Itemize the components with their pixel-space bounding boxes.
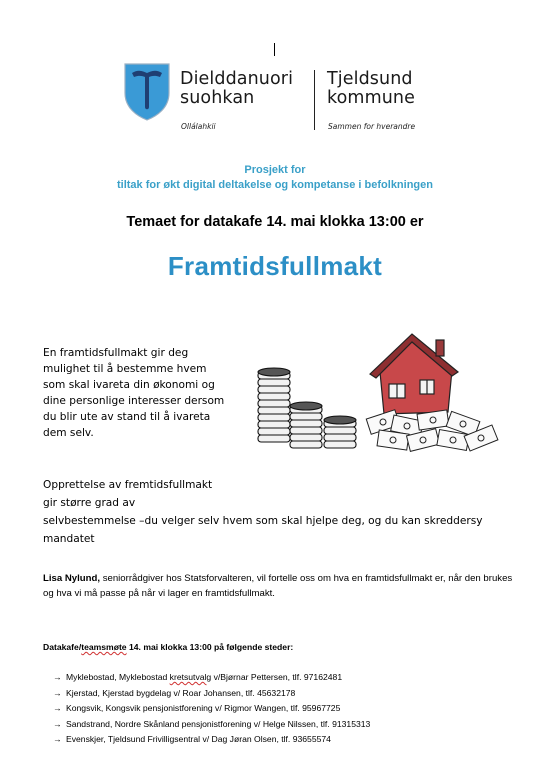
- speaker-name: Lisa Nylund,: [43, 573, 101, 584]
- location-text: v/Bjørnar Pettersen, tlf. 97162481: [211, 672, 343, 682]
- speaker-paragraph: [43, 571, 513, 601]
- arrow-right-icon: →: [53, 672, 62, 682]
- location-text: Kongsvik, Kongsvik pensjonistforening v/ Rigmor Wangen, tlf. 95967725: [66, 703, 341, 713]
- meeting-heading: [43, 642, 293, 652]
- logo-norwegian-name-line2: kommune: [327, 88, 415, 108]
- coins-and-house-illustration: [252, 332, 502, 452]
- project-description: tiltak for økt digital deltakelse og kompetanse i befolkningen: [116, 179, 433, 191]
- list-item: [53, 670, 370, 686]
- logo-sami-name: [180, 70, 293, 108]
- arrow-right-icon: →: [53, 703, 62, 713]
- location-text: Myklebostad, Myklebostad: [66, 672, 170, 682]
- intro-paragraph: [43, 345, 253, 441]
- logo-sami-name-line2: suohkan: [180, 88, 255, 108]
- meeting-heading-prefix: Datakafe/: [43, 642, 82, 652]
- list-item: [53, 686, 370, 702]
- banknotes-icon: [366, 410, 498, 452]
- opprettelse-line: mandatet: [43, 533, 95, 545]
- logo-norwegian-tagline: Sammen for hverandre: [328, 122, 416, 131]
- intro-line: du blir ute av stand til å ivareta: [43, 411, 211, 423]
- arrow-right-icon: →: [53, 718, 62, 729]
- opprettelse-line: selvbestemmelse –du velger selv hvem som skal hjelpe deg, og du kan skreddersy: [43, 515, 483, 527]
- arrow-right-icon: →: [53, 734, 62, 744]
- list-item: [53, 732, 370, 748]
- logo-sami-tagline: Ollálahkii: [181, 122, 216, 131]
- opprettelse-line: gir større grad av: [43, 497, 136, 509]
- intro-line: En framtidsfullmakt gir deg: [43, 347, 189, 359]
- logo-norwegian-name-line1: Tjeldsund: [327, 69, 413, 89]
- project-heading: Prosjekt for: [244, 164, 306, 176]
- text-cursor: [274, 43, 275, 56]
- meeting-heading-underlined: teamsmøte: [81, 642, 127, 652]
- theme-line: Temaet for datakafe 14. mai klokka 13:00 er: [126, 214, 424, 230]
- speaker-description: seniorrådgiver hos Statsforvalteren, vil fortelle oss om hva en framtidsfullmakt er, når den brukes og hva vi må passe på når vi lager en framtidsfullmakt.: [43, 573, 513, 599]
- list-item: [53, 701, 370, 717]
- opprettelse-paragraph: [43, 476, 513, 548]
- logo-norwegian-name: [327, 70, 415, 108]
- coin-stacks-icon: [258, 368, 356, 448]
- intro-line: dine personlige interesser dersom: [43, 395, 225, 407]
- location-text-spellcheck: kretsutvalg: [169, 672, 212, 682]
- logo-divider: [314, 70, 315, 130]
- location-list: [53, 670, 370, 748]
- intro-line: dem selv.: [43, 427, 94, 439]
- list-item: [53, 717, 370, 733]
- location-text: Sandstrand, Nordre Skånland pensjonistforening v/ Helge Nilssen, tlf. 91315313: [66, 718, 371, 729]
- opprettelse-line: Opprettelse av fremtidsfullmakt: [43, 479, 213, 491]
- arrow-right-icon: →: [53, 687, 62, 698]
- intro-line: mulighet til å bestemme hvem: [43, 363, 207, 375]
- house-icon: [370, 334, 458, 414]
- main-title: Framtidsfullmakt: [167, 251, 383, 281]
- intro-line: som skal ivareta din økonomi og: [43, 379, 215, 391]
- municipality-shield-logo: [124, 63, 170, 121]
- meeting-heading-suffix: 14. mai klokka 13:00 på følgende steder:: [126, 642, 294, 652]
- logo-sami-name-line1: Dielddanuori: [180, 69, 294, 89]
- location-text: Kjerstad, Kjerstad bygdelag v/ Roar Johansen, tlf. 45632178: [66, 687, 296, 698]
- location-text: Evenskjer, Tjeldsund Frivilligsentral v/ Dag Jøran Olsen, tlf. 93655574: [66, 734, 331, 744]
